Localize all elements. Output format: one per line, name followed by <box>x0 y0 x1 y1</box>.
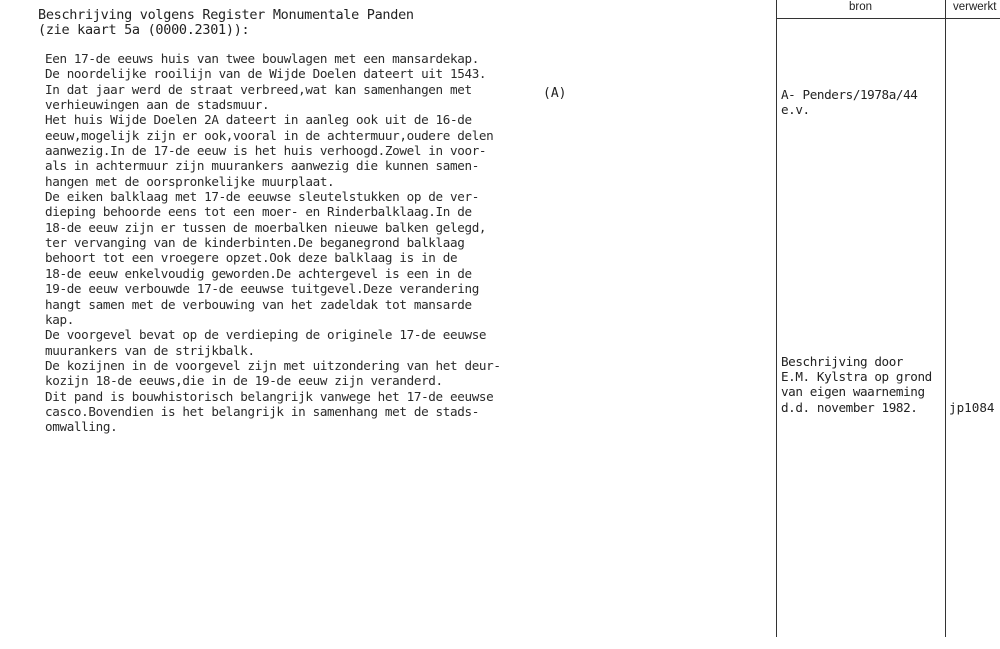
source-marker: (A) <box>543 86 567 101</box>
description-body <box>45 51 535 435</box>
body-line: omwalling. <box>45 419 118 435</box>
source-line: Beschrijving door <box>781 354 904 369</box>
body-line: kap. <box>45 311 74 327</box>
body-line: ter vervanging van de kinderbinten.De beganegrond balklaag <box>45 235 465 251</box>
body-line: dieping behoorde eens tot een moer- en Rinderbalklaag.In de <box>45 204 472 220</box>
body-line: behoort tot een vroegere opzet.Ook deze balklaag is in de <box>45 250 458 266</box>
source-entry-penders <box>781 87 917 117</box>
body-line: hangt samen met de verbouwing van het zadeldak tot mansarde <box>45 296 472 312</box>
body-line: verhieuwingen aan de stadsmuur. <box>45 97 270 113</box>
body-line: De eiken balklaag met 17-de eeuwse sleutelstukken op de ver- <box>45 189 479 205</box>
source-line: van eigen waarneming <box>781 384 925 400</box>
body-line: De kozijnen in de voorgevel zijn met uitzondering van het deur- <box>45 357 501 373</box>
body-line: hangen met de oorspronkelijke muurplaat. <box>45 173 335 189</box>
body-line: 19-de eeuw verbouwde 17-de eeuwse tuitgevel.Deze verandering <box>45 281 479 297</box>
body-line: muurankers van de strijkbalk. <box>45 342 255 358</box>
source-table <box>776 0 1000 637</box>
table-header <box>777 0 1000 19</box>
body-line: aanwezig.In de 17-de eeuw is het huis verhoogd.Zowel in voor- <box>45 143 487 159</box>
body-line: eeuw,mogelijk zijn er ook,vooral in de achtermuur,oudere delen <box>45 127 494 143</box>
body-line: Het huis Wijde Doelen 2A dateert in aanleg ook uit de 16-de <box>45 112 472 128</box>
body-line: 18-de eeuw enkelvoudig geworden.De achtergevel is een in de <box>45 265 472 281</box>
body-line: als in achtermuur zijn muurankers aanwezig die kunnen samen- <box>45 158 479 174</box>
source-line: A- Penders/1978a/44 <box>781 87 918 102</box>
source-entry-kylstra <box>781 354 932 415</box>
source-line: d.d. november 1982. <box>781 399 918 415</box>
source-line: e.v. <box>781 102 810 118</box>
document-title: Beschrijving volgens Register Monumentale Panden <box>38 7 414 23</box>
column-divider <box>945 0 946 637</box>
verwerkt-value: jp1084 <box>949 400 995 415</box>
column-header-bron: bron <box>849 1 873 13</box>
body-line: De noordelijke rooilijn van de Wijde Doelen dateert uit 1543. <box>45 66 487 82</box>
map-reference: (zie kaart 5a (0000.2301)): <box>38 22 250 38</box>
body-line: 18-de eeuw zijn er tussen de moerbalken nieuwe balken gelegd, <box>45 219 487 235</box>
body-line: Een 17-de eeuws huis van twee bouwlagen met een mansardekap. <box>45 51 479 66</box>
body-line: In dat jaar werd de straat verbreed,wat kan samenhangen met <box>45 81 472 97</box>
body-line: casco.Bovendien is het belangrijk in samenhang met de stads- <box>45 403 479 419</box>
body-line: De voorgevel bevat op de verdieping de originele 17-de eeuwse <box>45 327 487 343</box>
source-line: E.M. Kylstra op grond <box>781 369 932 385</box>
column-header-verwerkt: verwerkt <box>953 1 997 13</box>
body-line: Dit pand is bouwhistorisch belangrijk vanwege het 17-de eeuwse <box>45 388 494 404</box>
body-line: kozijn 18-de eeuws,die in de 19-de eeuw zijn veranderd. <box>45 373 443 389</box>
